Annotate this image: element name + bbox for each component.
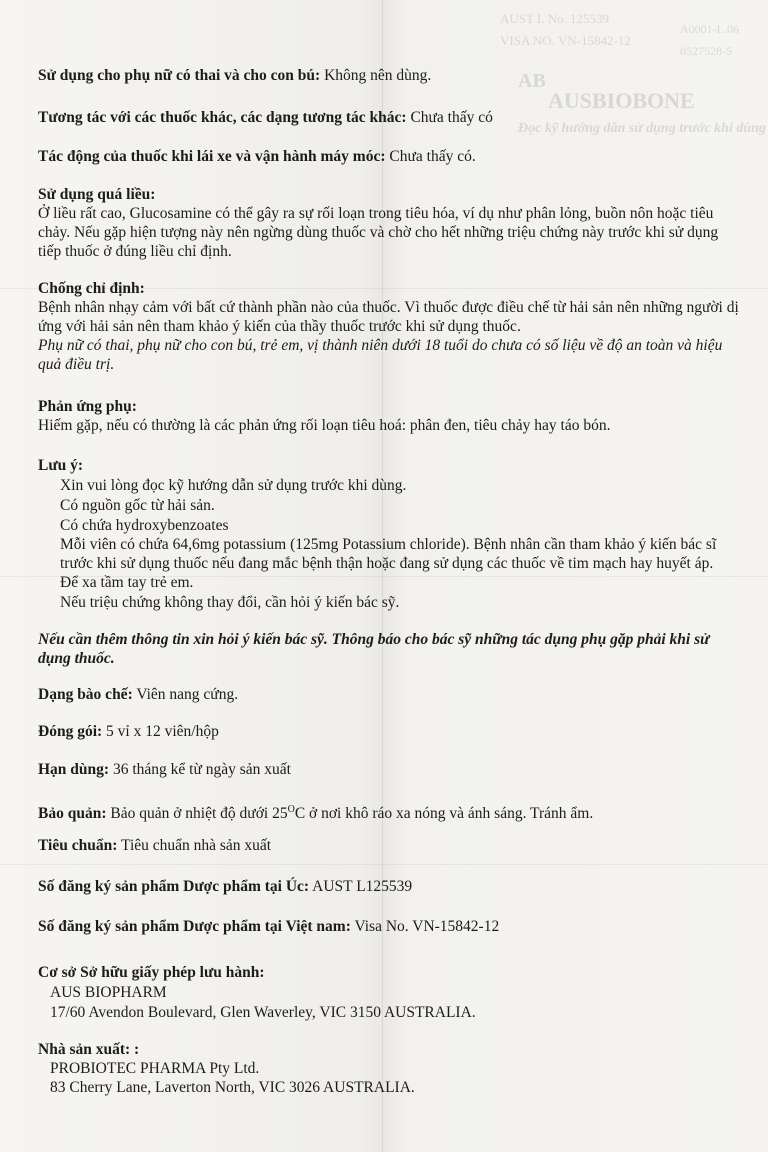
reverse-text: AUSBIOBONE xyxy=(548,88,695,113)
license-holder-line: 17/60 Avendon Boulevard, Glen Waverley, VIC 3150 AUSTRALIA. xyxy=(50,1004,476,1021)
registration-vn-value: Visa No. VN-15842-12 xyxy=(354,918,500,935)
overdose-line: tiếp thuốc ở đúng liều chỉ định. xyxy=(38,243,232,260)
manufacturer-line: PROBIOTEC PHARMA Pty Ltd. xyxy=(50,1060,260,1077)
pregnancy-value: Không nên dùng. xyxy=(324,67,432,84)
reverse-text: Đọc kỹ hướng dẫn sử dụng trước khi dùng xyxy=(518,121,766,136)
advice-line: Nếu cần thêm thông tin xin hỏi ý kiến bác sỹ. Thông báo cho bác sỹ những tác dụng phụ gặp phải khi sử xyxy=(38,631,710,648)
shelf-life-row xyxy=(38,760,291,779)
registration-au-row xyxy=(38,877,412,896)
contraindications-italic-line: Phụ nữ có thai, phụ nữ cho con bú, trẻ em, vị thành niên dưới 18 tuổi do chưa có số liệu về độ an toàn và hiệu xyxy=(38,337,723,354)
registration-vn-row xyxy=(38,917,499,936)
reverse-text: AB xyxy=(518,70,546,92)
license-holder-heading: Cơ sở Sở hữu giấy phép lưu hành: xyxy=(38,964,265,981)
packaging-row xyxy=(38,722,219,741)
packaging-value: 5 vỉ x 12 viên/hộp xyxy=(106,723,219,740)
contraindications-line: Bệnh nhân nhạy cảm với bất cứ thành phần nào của thuốc. Vì thuốc được điều chế từ hải sản nên những người dị xyxy=(38,299,739,316)
dosage-form-value: Viên nang cứng. xyxy=(136,686,239,703)
packaging-label: Đóng gói: xyxy=(38,723,103,740)
reverse-text: VISA NO. VN-15842-12 xyxy=(500,33,631,48)
overdose-heading: Sử dụng quá liều: xyxy=(38,186,156,203)
interactions-row xyxy=(38,108,493,127)
overdose-line: chảy. Nếu gặp hiện tượng này nên ngừng dùng thuốc và chờ cho hết những triệu chứng này trước khi sử dụng xyxy=(38,224,719,241)
overdose-line: Ở liều rất cao, Glucosamine có thể gây ra sự rối loạn trong tiêu hóa, ví dụ như phân lỏng, buồn nôn hoặc tiêu xyxy=(38,205,714,222)
contraindications-heading: Chống chỉ định: xyxy=(38,280,145,297)
standard-row xyxy=(38,836,271,855)
contraindications-italic-line: quả điều trị. xyxy=(38,356,115,373)
registration-au-value: AUST L125539 xyxy=(312,878,413,895)
driving-value: Chưa thấy có. xyxy=(389,148,476,165)
interactions-label: Tương tác với các thuốc khác, các dạng tương tác khác: xyxy=(38,109,407,126)
manufacturer-heading: Nhà sản xuất: : xyxy=(38,1041,140,1058)
manufacturer-line: 83 Cherry Lane, Laverton North, VIC 3026 AUSTRALIA. xyxy=(50,1079,415,1096)
driving-row xyxy=(38,147,476,166)
storage-value xyxy=(110,805,593,822)
pregnancy-label: Sử dụng cho phụ nữ có thai và cho con bú: xyxy=(38,67,321,84)
reverse-text: A0001-L.06 xyxy=(680,22,739,36)
shelf-life-label: Hạn dùng: xyxy=(38,761,110,778)
standard-value: Tiêu chuẩn nhà sản xuất xyxy=(121,837,272,854)
notes-line: trước khi sử dụng thuốc nếu đang mắc bệnh thận hoặc đang sử dụng các thuốc về tim mạch hay huyết áp. xyxy=(60,555,714,572)
dosage-form-label: Dạng bào chế: xyxy=(38,686,133,703)
side-effects-heading: Phản ứng phụ: xyxy=(38,398,137,415)
notes-line: Nếu triệu chứng không thay đổi, cần hỏi ý kiến bác sỹ. xyxy=(60,594,400,611)
storage-value-part: C ở nơi khô ráo xa nóng và ánh sáng. Tránh ẩm. xyxy=(294,805,594,823)
degree-superscript: O xyxy=(287,804,295,815)
notes-heading: Lưu ý: xyxy=(38,457,84,474)
reverse-text: 0527528-5 xyxy=(680,44,732,58)
registration-au-label: Số đăng ký sản phẩm Dược phẩm tại Úc: xyxy=(38,878,310,895)
dosage-form-row xyxy=(38,685,238,704)
storage-value-part: Bảo quản ở nhiệt độ dưới 25 xyxy=(110,805,288,823)
standard-label: Tiêu chuẩn: xyxy=(38,837,118,854)
interactions-value: Chưa thấy có xyxy=(410,109,493,126)
driving-label: Tác động của thuốc khi lái xe và vận hành máy móc: xyxy=(38,148,386,165)
advice-line: dụng thuốc. xyxy=(38,650,115,667)
notes-line: Có nguồn gốc từ hải sản. xyxy=(60,497,215,514)
notes-line: Để xa tầm tay trẻ em. xyxy=(60,574,194,591)
notes-line: Có chứa hydroxybenzoates xyxy=(60,517,229,534)
contraindications-line: ứng với hải sản nên tham khảo ý kiến của thầy thuốc trước khi sử dụng thuốc. xyxy=(38,318,521,335)
shelf-life-value: 36 tháng kể từ ngày sản xuất xyxy=(112,761,291,778)
reverse-text: AUST L No. 125539 xyxy=(500,11,610,26)
storage-row xyxy=(38,800,593,823)
notes-line: Xin vui lòng đọc kỹ hướng dẫn sử dụng trước khi dùng. xyxy=(60,477,407,494)
notes-line: Mỗi viên có chứa 64,6mg potassium (125mg Potassium chloride). Bệnh nhân cần tham khảo ý kiến bác sĩ xyxy=(60,536,717,553)
license-holder-line: AUS BIOPHARM xyxy=(50,984,167,1001)
registration-vn-label: Số đăng ký sản phẩm Dược phẩm tại Việt nam: xyxy=(38,918,351,935)
storage-label: Bảo quản: xyxy=(38,805,107,823)
side-effects-line: Hiếm gặp, nếu có thường là các phản ứng rối loạn tiêu hoá: phân đen, tiêu chảy hay táo bón. xyxy=(38,417,611,434)
pregnancy-row xyxy=(38,66,431,85)
